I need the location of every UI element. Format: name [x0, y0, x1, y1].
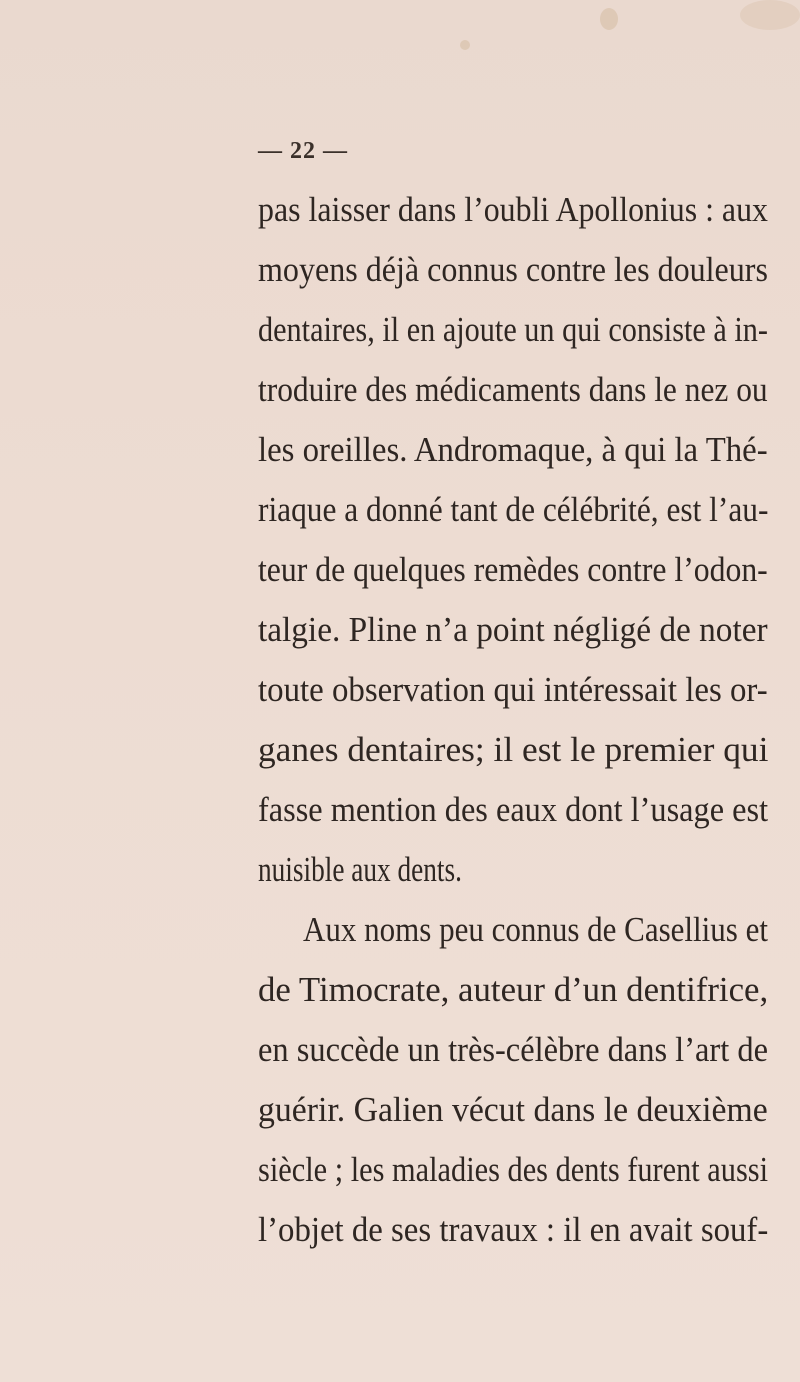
text-line: fasse mention des eaux dont l’usage est — [258, 790, 769, 829]
text-line: troduire des médicaments dans le nez ou — [258, 370, 768, 409]
text-line: de Timocrate, auteur d’un dentifrice, — [258, 970, 769, 1009]
text-line: l’objet de ses travaux : il en avait souf- — [258, 1210, 769, 1249]
text-line: Aux noms peu connus de Casellius et — [303, 910, 768, 949]
text-line: toute observation qui intéressait les or- — [258, 670, 768, 709]
text-line: dentaires, il en ajoute un qui consiste à in- — [258, 310, 768, 349]
text-line: riaque a donné tant de célébrité, est l’au- — [258, 490, 769, 529]
text-line: nuisible aux dents. — [258, 850, 462, 889]
text-line: pas laisser dans l’oubli Apollonius : aux — [258, 190, 768, 229]
page-number: — 22 — — [258, 138, 348, 164]
text-line: moyens déjà connus contre les douleurs — [258, 250, 768, 289]
text-line: siècle ; les maladies des dents furent aussi — [258, 1150, 769, 1189]
text-line: les oreilles. Andromaque, à qui la Thé- — [258, 430, 768, 469]
text-line: teur de quelques remèdes contre l’odon- — [258, 550, 768, 589]
text-line: guérir. Galien vécut dans le deuxième — [258, 1090, 768, 1129]
text-line: en succède un très-célèbre dans l’art de — [258, 1030, 768, 1069]
text-line: ganes dentaires; il est le premier qui — [258, 730, 769, 769]
text-line: talgie. Pline n’a point négligé de noter — [258, 610, 768, 649]
